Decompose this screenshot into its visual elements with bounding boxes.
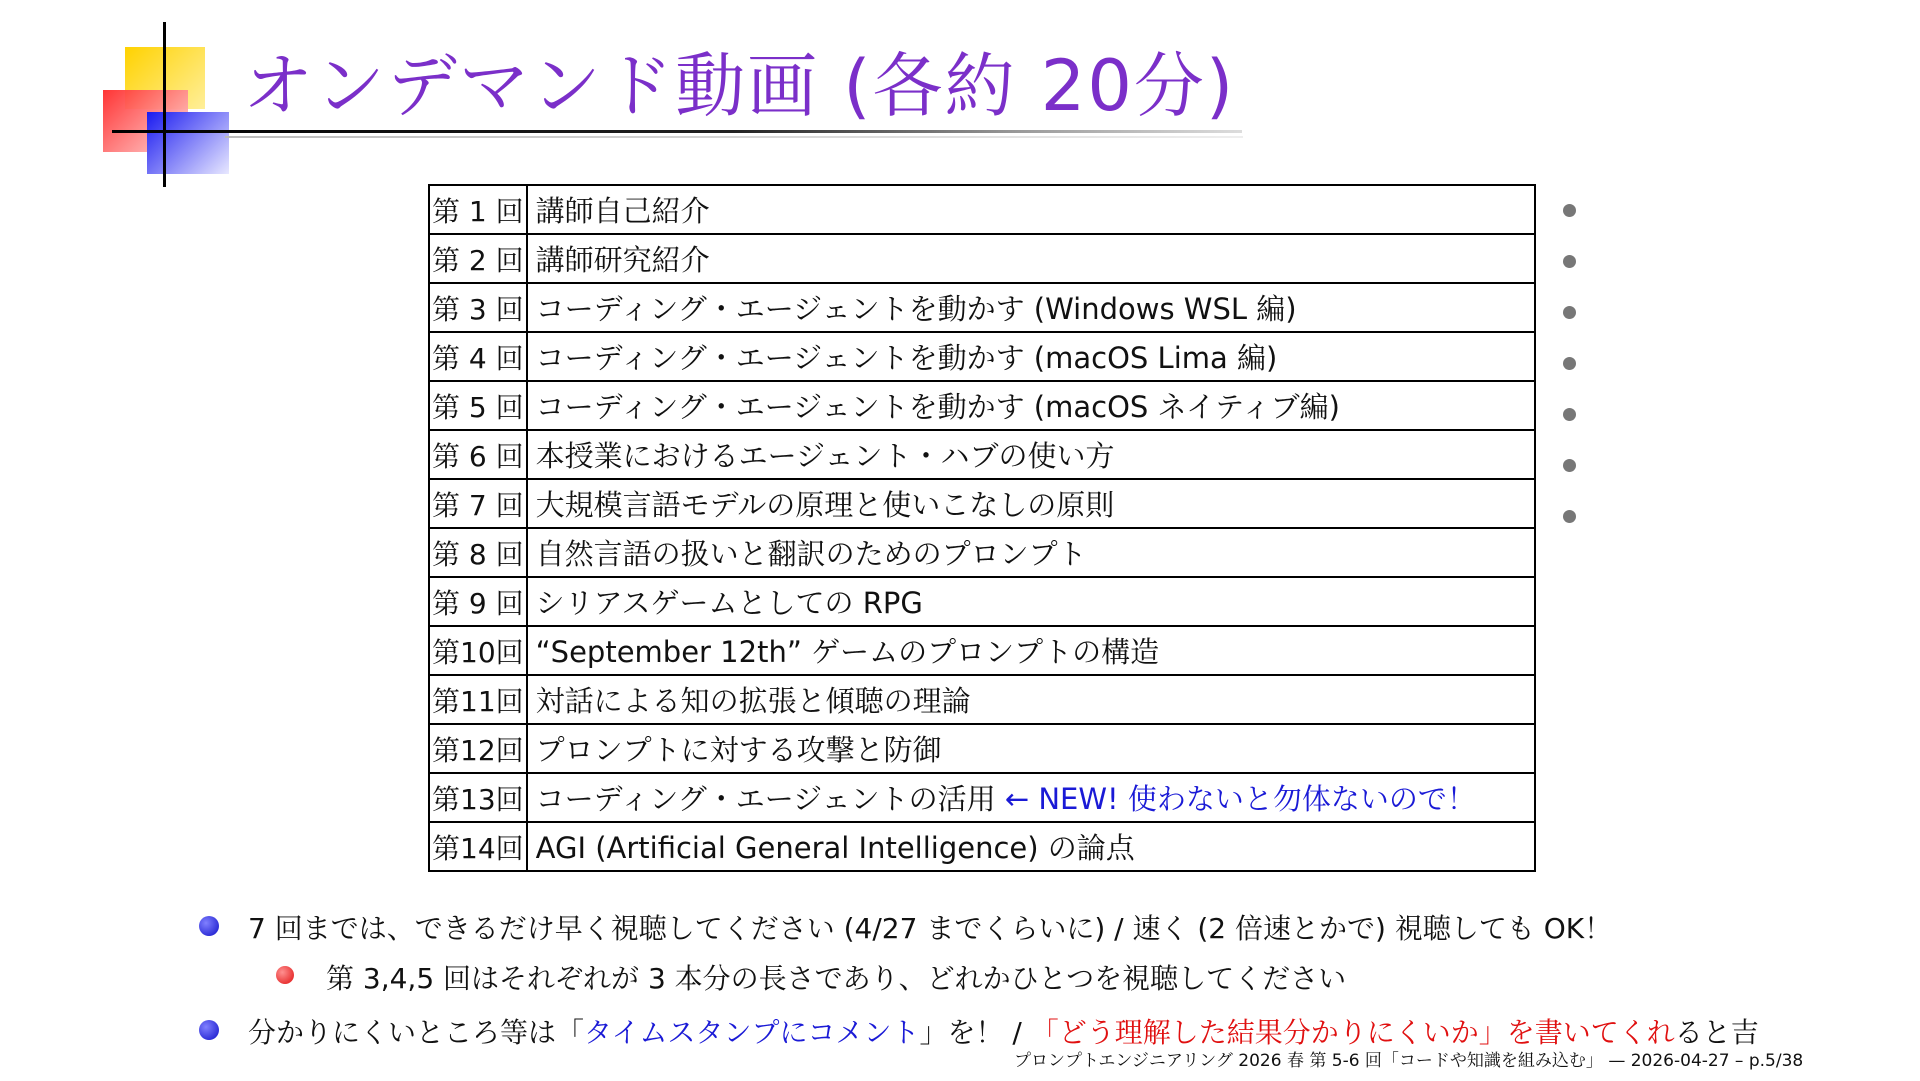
session-number: 第 8 回 <box>429 528 527 577</box>
session-topic: 本授業におけるエージェント・ハブの使い方 <box>535 439 1115 473</box>
bullet-feedback-mid: 」を！ / <box>919 1016 1031 1049</box>
schedule-row <box>429 332 1535 381</box>
progress-dot <box>1563 306 1576 319</box>
session-topic: コーディング・エージェントを動かす (macOS Lima 編) <box>535 341 1278 375</box>
session-topic-cell <box>527 773 1535 822</box>
schedule-row <box>429 528 1535 577</box>
session-topic-cell <box>527 626 1535 675</box>
bullet-feedback-post: ると吉 <box>1674 1016 1759 1049</box>
session-topic: コーディング・エージェントを動かす (macOS ネイティブ編) <box>535 390 1340 424</box>
session-number: 第 2 回 <box>429 234 527 283</box>
progress-dot <box>1563 204 1576 217</box>
logo-square-blue <box>147 112 229 174</box>
session-topic-cell <box>527 185 1535 234</box>
title-underline-shadow <box>225 136 1243 138</box>
schedule-row <box>429 479 1535 528</box>
session-topic: “September 12th” ゲームのプロンプトの構造 <box>535 635 1160 669</box>
session-new-note: ← NEW! 使わないと勿体ないので！ <box>1004 782 1476 816</box>
session-topic-cell <box>527 724 1535 773</box>
timestamp-comment-text: タイムスタンプにコメント <box>584 1016 920 1049</box>
slide-title: オンデマンド動画 (各約 20分) <box>243 45 1236 127</box>
session-number: 第 5 回 <box>429 381 527 430</box>
session-number: 第10回 <box>429 626 527 675</box>
schedule-row <box>429 430 1535 479</box>
session-topic: シリアスゲームとしての RPG <box>535 586 923 620</box>
bullet-feedback <box>248 1011 1759 1051</box>
bullet-icon <box>199 916 219 936</box>
schedule-row <box>429 773 1535 822</box>
session-number: 第13回 <box>429 773 527 822</box>
schedule-table <box>428 184 1536 872</box>
schedule-row <box>429 381 1535 430</box>
session-topic: プロンプトに対する攻撃と防御 <box>535 733 942 767</box>
schedule-row <box>429 283 1535 332</box>
progress-dot <box>1563 255 1576 268</box>
session-number: 第11回 <box>429 675 527 724</box>
session-topic: AGI (Artificial General Intelligence) の論点 <box>535 831 1135 865</box>
session-topic: 対話による知の拡張と傾聴の理論 <box>535 684 971 718</box>
explain-understanding-text: 「どう理解した結果分かりにくいか」を書いてくれ <box>1030 1016 1675 1049</box>
slide-footer: プロンプトエンジニアリング 2026 春 第 5-6 回「コードや知識を組み込む」 — 2026-04-27 – p.5/38 <box>1014 1051 1804 1071</box>
session-number: 第 9 回 <box>429 577 527 626</box>
progress-dot <box>1563 357 1576 370</box>
session-topic: コーディング・エージェントの活用 <box>535 782 996 816</box>
schedule-row <box>429 822 1535 871</box>
session-number: 第 4 回 <box>429 332 527 381</box>
session-topic-cell <box>527 234 1535 283</box>
session-number: 第 3 回 <box>429 283 527 332</box>
session-topic-cell <box>527 675 1535 724</box>
session-topic-cell <box>527 528 1535 577</box>
schedule-row <box>429 185 1535 234</box>
bullet-icon <box>199 1020 219 1040</box>
schedule-row <box>429 675 1535 724</box>
session-number: 第 6 回 <box>429 430 527 479</box>
schedule-row <box>429 626 1535 675</box>
schedule-row <box>429 234 1535 283</box>
session-number: 第 1 回 <box>429 185 527 234</box>
session-number: 第14回 <box>429 822 527 871</box>
session-topic: 大規模言語モデルの原理と使いこなしの原則 <box>535 488 1115 522</box>
schedule-row <box>429 724 1535 773</box>
session-topic-cell <box>527 381 1535 430</box>
schedule-row <box>429 577 1535 626</box>
bullet-feedback-pre: 分かりにくいところ等は「 <box>248 1016 585 1049</box>
session-topic: 講師研究紹介 <box>535 243 710 277</box>
progress-dot <box>1563 510 1576 523</box>
session-topic-cell <box>527 822 1535 871</box>
session-topic-cell <box>527 577 1535 626</box>
session-number: 第 7 回 <box>429 479 527 528</box>
session-topic-cell <box>527 332 1535 381</box>
sub-bullet-icon <box>276 966 294 984</box>
session-topic: コーディング・エージェントを動かす (Windows WSL 編) <box>535 292 1297 326</box>
session-number: 第12回 <box>429 724 527 773</box>
session-topic-cell <box>527 479 1535 528</box>
logo-vertical-line <box>163 22 166 187</box>
progress-dot <box>1563 408 1576 421</box>
bullet-deadline: 7 回までは、できるだけ早く視聴してください (4/27 までくらいに) / 速く (2 倍速とかで) 視聴しても OK！ <box>248 912 1613 945</box>
session-topic-cell <box>527 283 1535 332</box>
bullet-choose-one: 第 3,4,5 回はそれぞれが 3 本分の長さであり、どれかひとつを視聴してください <box>326 962 1347 995</box>
progress-dot <box>1563 459 1576 472</box>
session-topic-cell <box>527 430 1535 479</box>
session-topic: 自然言語の扱いと翻訳のためのプロンプト <box>535 537 1087 571</box>
session-topic: 講師自己紹介 <box>535 194 710 228</box>
